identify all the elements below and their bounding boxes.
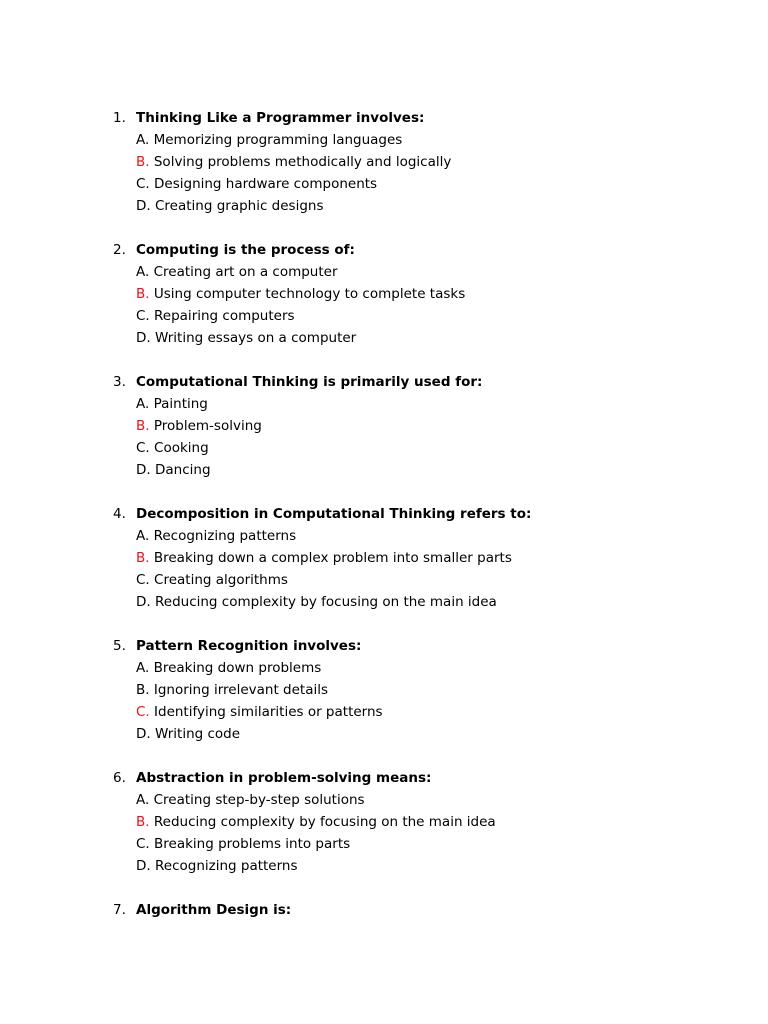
question-text: Algorithm Design is: (136, 902, 292, 918)
option-b (0, 679, 768, 701)
question-header (0, 899, 768, 921)
option-letter: D. (136, 858, 151, 874)
option-text: Writing essays on a computer (154, 330, 357, 346)
option-letter: A. (136, 792, 150, 808)
option-a (0, 525, 768, 547)
option-c (0, 437, 768, 459)
option-text: Breaking down a complex problem into smaller parts (153, 550, 512, 566)
question-number: 2. (113, 242, 126, 258)
option-b (0, 283, 768, 305)
option-a (0, 129, 768, 151)
option-text: Creating step-by-step solutions (153, 792, 365, 808)
option-text: Solving problems methodically and logically (153, 154, 452, 170)
option-text: Creating graphic designs (154, 198, 324, 214)
option-a (0, 393, 768, 415)
option-a (0, 789, 768, 811)
question-number: 4. (113, 506, 126, 522)
option-c (0, 701, 768, 723)
question-3 (0, 371, 768, 481)
question-text: Abstraction in problem-solving means: (136, 770, 432, 786)
question-header (0, 239, 768, 261)
option-text: Creating algorithms (154, 572, 288, 588)
question-5 (0, 635, 768, 745)
option-text: Recognizing patterns (154, 858, 298, 874)
option-letter: A. (136, 396, 150, 412)
option-letter: A. (136, 264, 150, 280)
option-a (0, 261, 768, 283)
option-text: Repairing computers (154, 308, 295, 324)
option-text: Creating art on a computer (153, 264, 338, 280)
option-letter: A. (136, 528, 150, 544)
correct-answer-letter: B. (136, 154, 150, 170)
question-number: 6. (113, 770, 126, 786)
option-b (0, 151, 768, 173)
question-text: Decomposition in Computational Thinking refers to: (136, 506, 532, 522)
question-header (0, 107, 768, 129)
question-2 (0, 239, 768, 349)
option-text: Using computer technology to complete tasks (153, 286, 466, 302)
option-text: Painting (153, 396, 208, 412)
option-letter: A. (136, 132, 150, 148)
option-text: Identifying similarities or patterns (154, 704, 383, 720)
option-d (0, 327, 768, 349)
option-a (0, 657, 768, 679)
option-c (0, 833, 768, 855)
option-b (0, 547, 768, 569)
question-header (0, 635, 768, 657)
question-header (0, 767, 768, 789)
option-text: Writing code (154, 726, 241, 742)
option-letter: B. (136, 682, 150, 698)
option-c (0, 569, 768, 591)
option-letter: D. (136, 462, 151, 478)
option-letter: C. (136, 440, 150, 456)
question-header (0, 371, 768, 393)
option-c (0, 305, 768, 327)
correct-answer-letter: B. (136, 418, 150, 434)
option-text: Designing hardware components (154, 176, 378, 192)
correct-answer-letter: C. (136, 704, 150, 720)
option-text: Recognizing patterns (153, 528, 297, 544)
correct-answer-letter: B. (136, 550, 150, 566)
option-text: Cooking (154, 440, 209, 456)
question-text: Computing is the process of: (136, 242, 355, 258)
option-c (0, 173, 768, 195)
question-6 (0, 767, 768, 877)
option-text: Breaking problems into parts (154, 836, 351, 852)
question-number: 5. (113, 638, 126, 654)
option-text: Problem-solving (153, 418, 262, 434)
option-letter: C. (136, 308, 150, 324)
option-text: Reducing complexity by focusing on the main idea (153, 814, 496, 830)
option-letter: D. (136, 726, 151, 742)
question-text: Pattern Recognition involves: (136, 638, 362, 654)
option-text: Reducing complexity by focusing on the main idea (154, 594, 497, 610)
option-letter: D. (136, 198, 151, 214)
option-letter: A. (136, 660, 150, 676)
option-b (0, 415, 768, 437)
question-text: Thinking Like a Programmer involves: (136, 110, 425, 126)
option-d (0, 591, 768, 613)
question-header (0, 503, 768, 525)
question-number: 1. (113, 110, 126, 126)
question-1 (0, 107, 768, 217)
option-d (0, 459, 768, 481)
question-number: 7. (113, 902, 126, 918)
option-text: Ignoring irrelevant details (153, 682, 329, 698)
option-letter: C. (136, 176, 150, 192)
option-b (0, 811, 768, 833)
correct-answer-letter: B. (136, 814, 150, 830)
option-d (0, 195, 768, 217)
option-letter: D. (136, 330, 151, 346)
option-letter: C. (136, 836, 150, 852)
question-4 (0, 503, 768, 613)
option-letter: C. (136, 572, 150, 588)
option-d (0, 855, 768, 877)
option-letter: D. (136, 594, 151, 610)
option-text: Dancing (154, 462, 211, 478)
option-text: Breaking down problems (153, 660, 322, 676)
question-text: Computational Thinking is primarily used for: (136, 374, 483, 390)
option-text: Memorizing programming languages (153, 132, 403, 148)
question-number: 3. (113, 374, 126, 390)
question-7 (0, 899, 768, 921)
option-d (0, 723, 768, 745)
correct-answer-letter: B. (136, 286, 150, 302)
